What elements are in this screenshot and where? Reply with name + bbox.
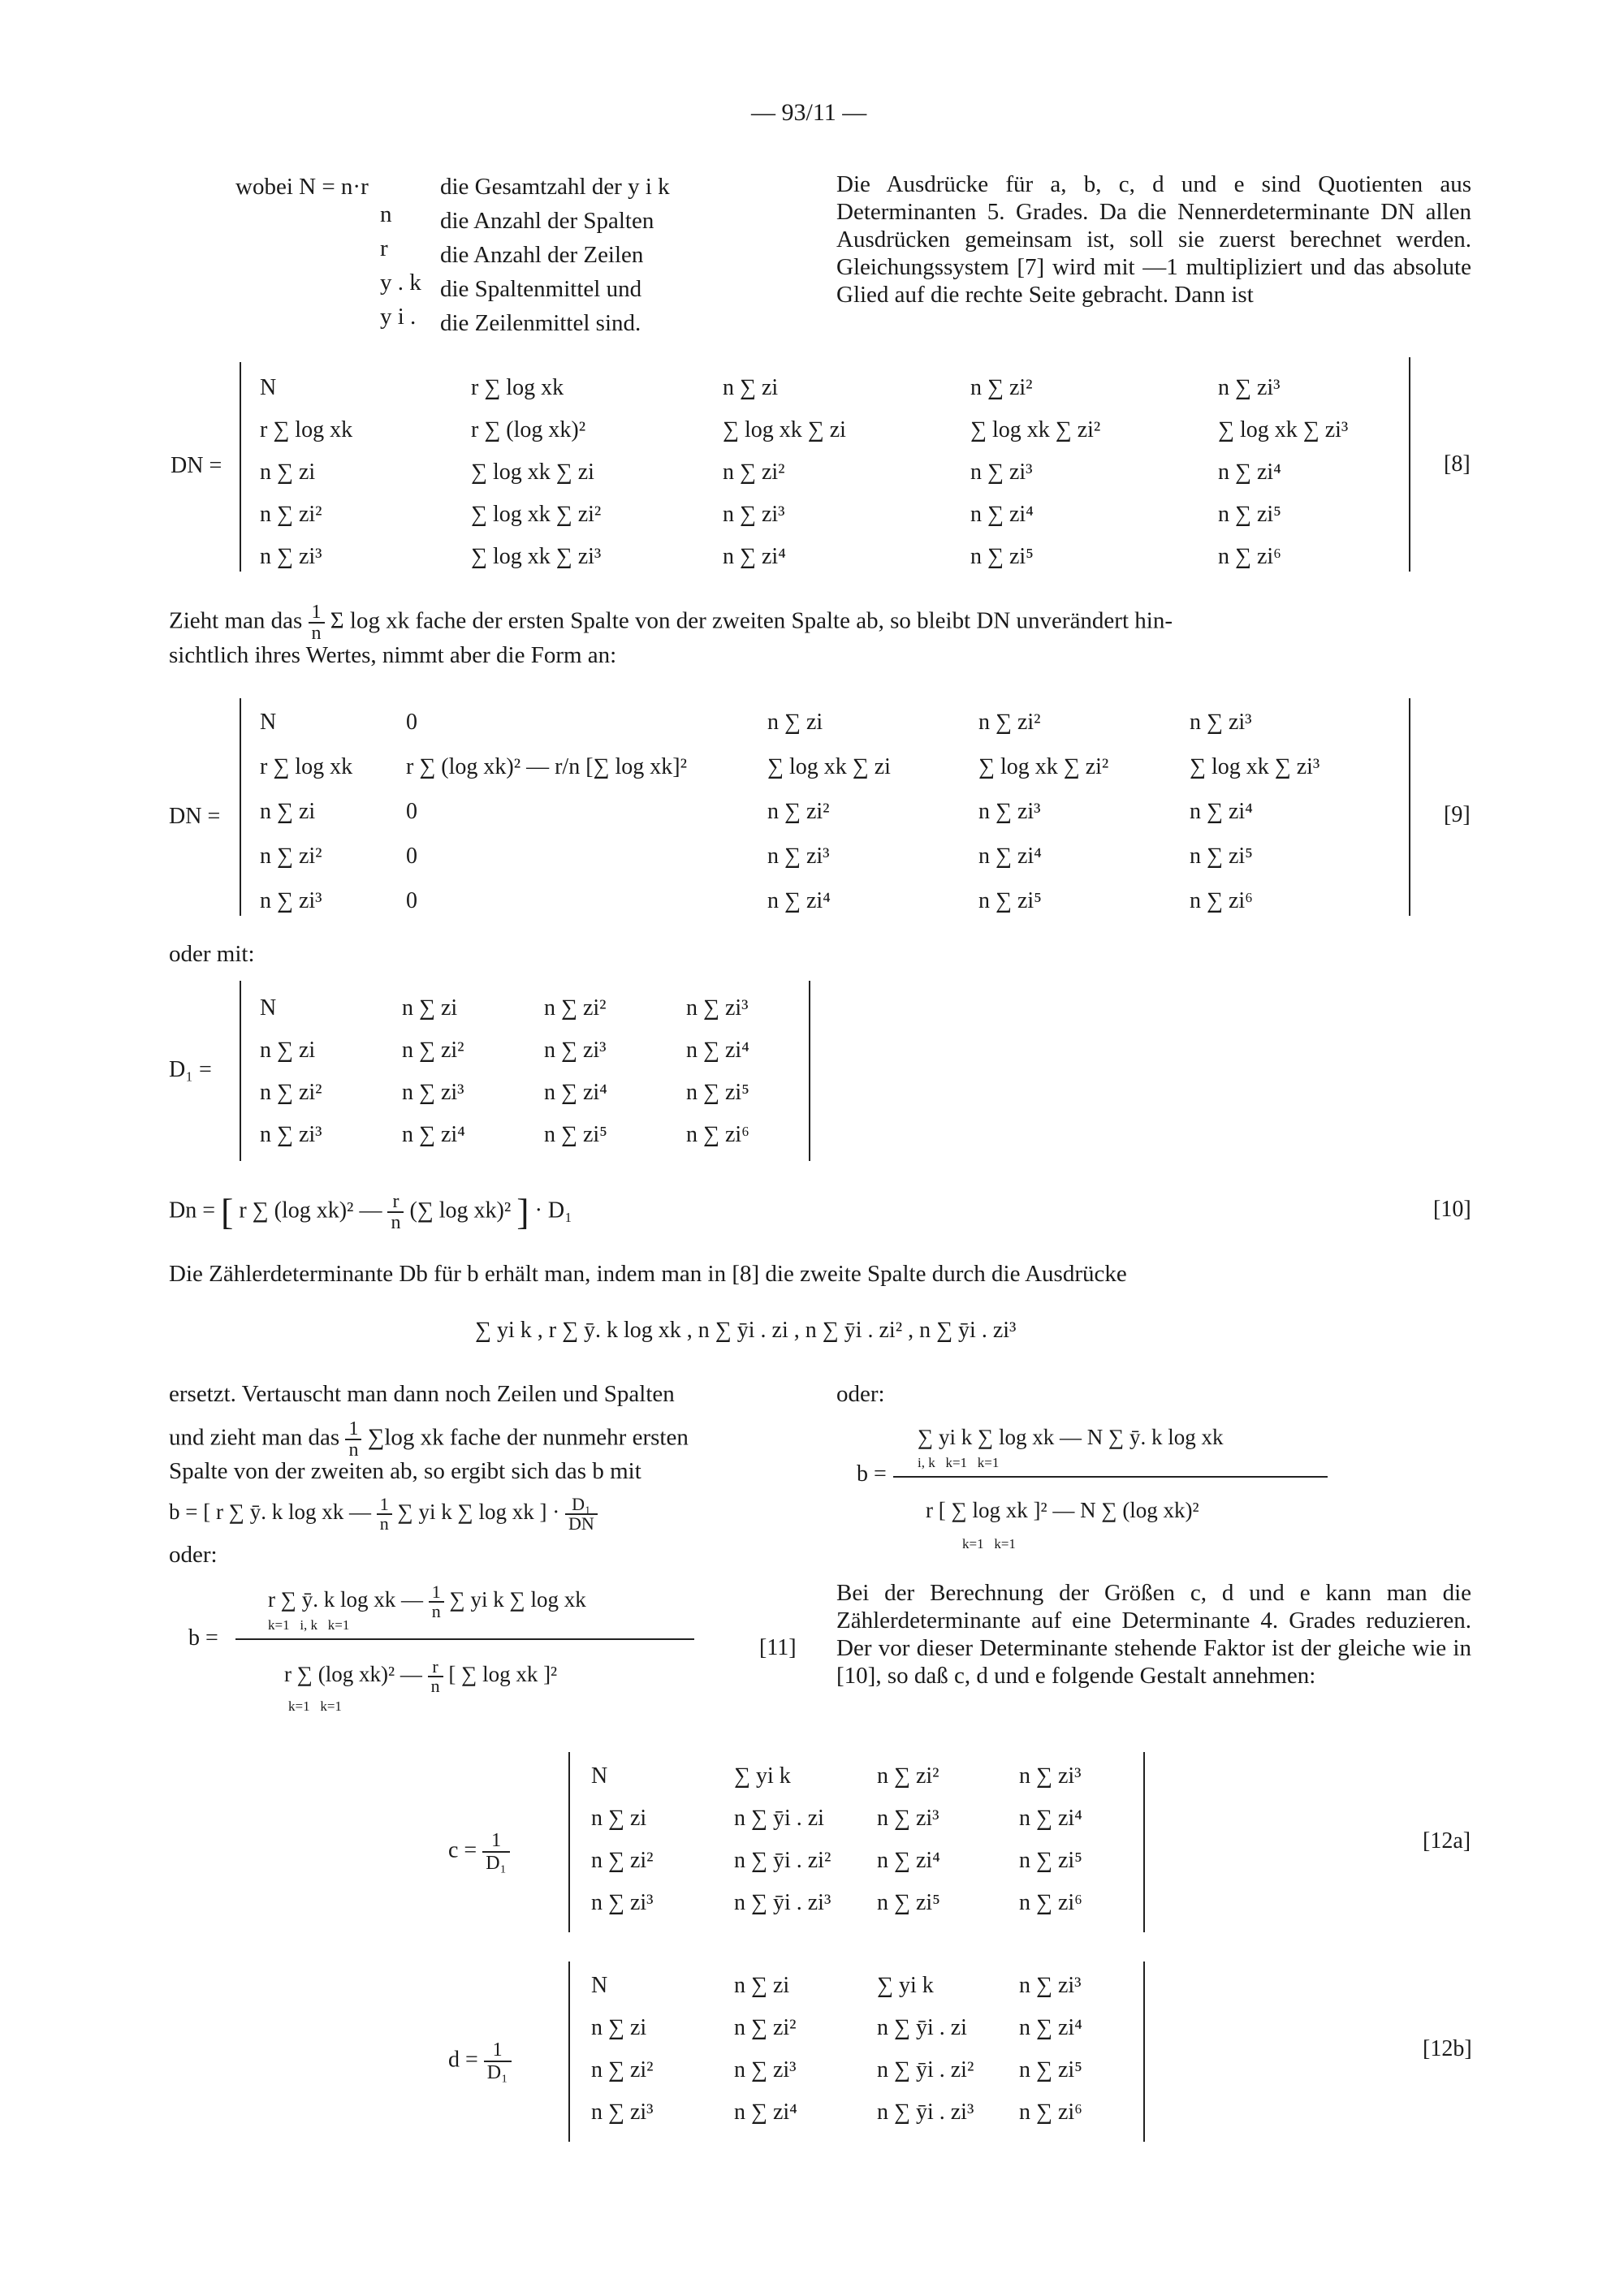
det8-left-bar <box>240 362 241 572</box>
eq10-bracket-close: ] <box>516 1191 529 1232</box>
eq12a-matrix-cell: n ∑ zi⁶ <box>1019 1890 1082 1915</box>
det9-number: [9] <box>1444 802 1471 827</box>
para2-fraction <box>309 602 325 643</box>
d1-matrix-cell: n ∑ zi³ <box>686 995 749 1021</box>
eq12b-lhs <box>448 2039 512 2083</box>
eq11-num-a: r ∑ ȳ. k log xk — <box>268 1587 423 1612</box>
d1-matrix-cell: n ∑ zi⁴ <box>544 1080 607 1105</box>
det8-matrix-cell: r ∑ log xk <box>260 417 353 442</box>
det8-matrix-cell: n ∑ zi³ <box>260 544 322 569</box>
det8-matrix-cell: ∑ log xk ∑ zi² <box>970 417 1101 442</box>
eq12a-matrix-cell: n ∑ zi³ <box>877 1806 939 1831</box>
para2-frac-num: 1 <box>309 602 325 624</box>
eq11-den-b: [ ∑ log xk ]² <box>448 1662 558 1687</box>
eq12a-lhs <box>448 1830 510 1874</box>
para3: Die Zählerdeterminante Db für b erhält man, indem man in [8] die zweite Spalte durch die Ausdrücke <box>169 1261 1127 1287</box>
b-eq-text-b: ∑ yi k ∑ log xk ] · <box>397 1500 560 1525</box>
eq12a-right-bar <box>1143 1752 1145 1932</box>
eq12a-matrix-cell: n ∑ ȳi . zi² <box>734 1848 831 1873</box>
det8-matrix-cell: n ∑ zi² <box>260 502 322 527</box>
eq12a-fraction <box>482 1830 510 1874</box>
det8-matrix-cell: n ∑ zi⁴ <box>1218 460 1281 485</box>
eq10-frac-den: n <box>391 1212 401 1233</box>
det8-matrix-cell: n ∑ zi³ <box>723 502 785 527</box>
eq12a-left-bar <box>568 1752 570 1932</box>
eq11-num-b: ∑ yi k ∑ log xk <box>449 1587 586 1612</box>
det8-right-bar <box>1409 357 1410 572</box>
eq11-numerator <box>268 1583 586 1621</box>
d1-matrix-cell: n ∑ zi³ <box>544 1038 607 1063</box>
eq12b-number: [12b] <box>1423 2036 1472 2061</box>
definition-symbol: r <box>380 235 388 261</box>
det9-matrix-cell: n ∑ zi³ <box>978 799 1041 824</box>
d1-left-bar <box>240 981 241 1161</box>
b-equation <box>169 1495 598 1533</box>
eq10-term-c: · D₁ <box>534 1198 572 1224</box>
det9-matrix-cell: n ∑ zi⁴ <box>1190 799 1253 824</box>
eq12b-matrix-cell: n ∑ ȳi . zi² <box>877 2057 974 2082</box>
eq11-den-frac-den: n <box>430 1676 440 1696</box>
eq12b-right-bar <box>1143 1962 1145 2142</box>
d1-matrix-cell: n ∑ zi⁵ <box>686 1080 749 1105</box>
eq10-term-b: (∑ log xk)² <box>409 1198 512 1224</box>
det9-matrix-cell: ∑ log xk ∑ zi³ <box>1190 754 1320 779</box>
det8-matrix-cell: n ∑ zi⁵ <box>970 544 1034 569</box>
det9-right-bar <box>1409 698 1410 916</box>
eq12b-matrix-cell: n ∑ zi³ <box>1019 1973 1082 1998</box>
eq12b-matrix-cell: n ∑ zi² <box>734 2015 797 2040</box>
eq11-den-limits: k=1 k=1 <box>288 1698 342 1714</box>
d1-matrix-cell: n ∑ zi⁶ <box>686 1122 749 1147</box>
d1-matrix-cell: n ∑ zi⁵ <box>544 1122 607 1147</box>
eq11-denominator <box>284 1658 557 1695</box>
eq12a-matrix-cell: n ∑ zi⁴ <box>877 1848 940 1873</box>
d1-matrix-cell: n ∑ zi <box>260 1038 316 1063</box>
para2-line1 <box>169 602 1476 643</box>
d1-matrix-cell: n ∑ zi² <box>260 1080 322 1105</box>
eq10 <box>169 1192 572 1232</box>
eq12b-fraction <box>484 2039 512 2083</box>
eq11-number: [11] <box>759 1635 797 1660</box>
det9-matrix-cell: n ∑ zi⁴ <box>978 844 1042 869</box>
det9-matrix-cell: n ∑ zi² <box>767 799 830 824</box>
d1-matrix-cell: N <box>260 995 277 1021</box>
det9-matrix-cell: n ∑ zi⁵ <box>978 888 1042 913</box>
b-eq-frac-num: 1 <box>377 1495 392 1515</box>
definition-symbol: n <box>380 201 392 227</box>
eq11-fraction-bar <box>235 1638 694 1640</box>
para4-fraction <box>345 1419 361 1460</box>
eq12a-matrix-cell: N <box>591 1763 608 1789</box>
para4-text-b: ∑log xk fache der nunmehr ersten <box>367 1424 689 1451</box>
para4-oder: oder: <box>169 1542 218 1568</box>
det9-matrix-cell: ∑ log xk ∑ zi <box>767 754 891 779</box>
d1-matrix-cell: n ∑ zi⁴ <box>402 1122 465 1147</box>
eq10-fraction <box>387 1192 404 1232</box>
det9-matrix-cell: r ∑ (log xk)² — r/n [∑ log xk]² <box>406 754 687 779</box>
eq12a-frac-num: 1 <box>482 1830 510 1853</box>
eq12a-matrix-cell: n ∑ zi² <box>591 1848 654 1873</box>
d1-matrix-cell: n ∑ zi² <box>402 1038 464 1063</box>
b-eq-fraction <box>377 1495 392 1533</box>
eq12b-left-bar <box>568 1962 570 2142</box>
page-number: — 93/11 — <box>751 99 867 126</box>
d1-matrix-cell: n ∑ zi² <box>544 995 607 1021</box>
eq12b-matrix-cell: n ∑ zi³ <box>591 2100 654 2125</box>
right-oder: oder: <box>836 1381 885 1407</box>
det9-matrix-cell: N <box>260 710 277 735</box>
det9-matrix-cell: 0 <box>406 799 417 824</box>
definition-description: die Anzahl der Spalten <box>440 208 654 234</box>
eq12b-matrix-cell: n ∑ ȳi . zi³ <box>877 2100 974 2125</box>
eq10-frac-num: r <box>387 1192 404 1213</box>
right-b-denominator: r [ ∑ log xk ]² — N ∑ (log xk)² <box>926 1498 1199 1522</box>
det9-matrix-cell: n ∑ zi⁴ <box>767 888 831 913</box>
det8-matrix-cell: n ∑ zi² <box>970 375 1033 400</box>
det8-matrix-cell: n ∑ zi⁴ <box>723 544 786 569</box>
eq10-number: [10] <box>1433 1197 1471 1222</box>
eq10-term-a: r ∑ (log xk)² — <box>239 1198 382 1224</box>
eq11-num-frac-den: n <box>431 1601 441 1621</box>
det8-number: [8] <box>1444 451 1471 477</box>
b-eq-d-fraction <box>565 1495 598 1533</box>
det9-matrix-cell: n ∑ zi² <box>978 710 1041 735</box>
eq11-den-a: r ∑ (log xk)² — <box>284 1662 422 1687</box>
det9-matrix-cell: n ∑ zi⁵ <box>1190 844 1253 869</box>
para4-line2 <box>169 1419 689 1460</box>
det9-matrix-cell: 0 <box>406 710 417 735</box>
para4-frac-num: 1 <box>345 1419 361 1440</box>
eq12a-matrix-cell: n ∑ zi² <box>877 1763 939 1789</box>
eq12a-number: [12a] <box>1423 1828 1471 1854</box>
eq12b-matrix-cell: n ∑ zi <box>734 1973 790 1998</box>
det8-matrix-cell: ∑ log xk ∑ zi³ <box>1218 417 1349 442</box>
det8-matrix-cell: n ∑ zi² <box>723 460 785 485</box>
eq12b-frac-num: 1 <box>484 2039 512 2062</box>
eq11-num-frac-num: 1 <box>429 1583 444 1603</box>
right-b-fraction-bar <box>893 1476 1328 1478</box>
para4-text-a: und zieht man das <box>169 1424 340 1451</box>
para2-frac-den: n <box>311 623 322 644</box>
eq12a-matrix-cell: n ∑ zi³ <box>1019 1763 1082 1789</box>
d1-right-bar <box>809 981 810 1161</box>
det8-matrix-cell: n ∑ zi⁶ <box>1218 544 1281 569</box>
det8-label: DN = <box>171 453 222 478</box>
eq12b-matrix-cell: n ∑ zi⁵ <box>1019 2057 1082 2082</box>
definition-description: die Zeilenmittel sind. <box>440 310 641 336</box>
det9-matrix-cell: n ∑ zi³ <box>767 844 830 869</box>
eq12a-frac-den: D₁ <box>486 1853 507 1874</box>
det8-matrix-cell: ∑ log xk ∑ zi <box>471 460 594 485</box>
det8-matrix-cell: r ∑ log xk <box>471 375 564 400</box>
definition-descriptions <box>440 173 670 343</box>
definition-symbol: y i . <box>380 304 417 330</box>
det9-matrix-cell: n ∑ zi³ <box>1190 710 1252 735</box>
para5: Bei der Berechnung der Größen c, d und e kann man die Zählerdeterminante auf eine Determinante 4. Grades reduzieren. Der vor dieser Determinante stehende Faktor ist der gleiche wie in [10], so daß c, d und e folgende Gestalt annehmen: <box>836 1580 1471 1689</box>
para2-line2: sichtlich ihres Wertes, nimmt aber die Form an: <box>169 642 617 668</box>
para2-text-b: Σ log xk fache der ersten Spalte von der zweiten Spalte ab, so bleibt DN unverändert hin- <box>330 607 1173 634</box>
eq11-num-fraction <box>429 1583 444 1621</box>
eq12a-lhs-text: c = <box>448 1837 477 1863</box>
eq12b-matrix-cell: ∑ yi k <box>877 1973 934 1998</box>
eq11-den-frac-num: r <box>428 1658 443 1677</box>
det9-matrix-cell: n ∑ zi <box>767 710 823 735</box>
eq12a-matrix-cell: n ∑ zi⁴ <box>1019 1806 1082 1831</box>
det8-matrix-cell: n ∑ zi <box>723 375 779 400</box>
eq12a-matrix-cell: n ∑ ȳi . zi <box>734 1806 824 1831</box>
right-b-den-limits: k=1 k=1 <box>962 1536 1016 1552</box>
d1-matrix-cell: n ∑ zi⁴ <box>686 1038 749 1063</box>
d1-matrix-cell: n ∑ zi³ <box>260 1122 322 1147</box>
eq10-lhs: Dn = <box>169 1198 216 1224</box>
definitions-lead: wobei N = n·r <box>235 174 369 200</box>
det8-matrix-cell: n ∑ zi³ <box>970 460 1033 485</box>
eq12b-matrix-cell: n ∑ zi³ <box>734 2057 797 2082</box>
det8-matrix-cell: n ∑ zi <box>260 460 316 485</box>
eq12a-matrix-cell: n ∑ ȳi . zi³ <box>734 1890 831 1915</box>
det9-matrix-cell: n ∑ zi³ <box>260 888 322 913</box>
eq12b-matrix-cell: n ∑ zi⁴ <box>734 2100 797 2125</box>
eq12b-matrix-cell: n ∑ zi² <box>591 2057 654 2082</box>
eq11-den-fraction <box>428 1658 443 1695</box>
eq11-num-limits: k=1 i, k k=1 <box>268 1617 350 1633</box>
det9-matrix-cell: n ∑ zi <box>260 799 316 824</box>
para4-line1: ersetzt. Vertauscht man dann noch Zeilen und Spalten <box>169 1381 675 1407</box>
eq12a-matrix-cell: n ∑ zi <box>591 1806 647 1831</box>
eq12b-matrix-cell: n ∑ zi⁶ <box>1019 2100 1082 2125</box>
det9-matrix-cell: 0 <box>406 844 417 869</box>
right-b-num-limits: i, k k=1 k=1 <box>918 1455 1000 1470</box>
eq12a-matrix-cell: n ∑ zi³ <box>591 1890 654 1915</box>
eq12b-frac-den: D₁ <box>486 2062 508 2083</box>
d1-matrix-cell: n ∑ zi <box>402 995 458 1021</box>
b-eq-d-den: DN <box>568 1513 594 1534</box>
eq12a-matrix-cell: n ∑ zi⁵ <box>1019 1848 1082 1873</box>
eq12b-matrix-cell: N <box>591 1973 608 1998</box>
det9-matrix-cell: ∑ log xk ∑ zi² <box>978 754 1109 779</box>
det8-matrix-cell: r ∑ (log xk)² <box>471 417 586 442</box>
eq12a-matrix-cell: ∑ yi k <box>734 1763 791 1789</box>
eq10-bracket-open: [ <box>221 1191 234 1232</box>
b-eq-text-a: b = [ r ∑ ȳ. k log xk — <box>169 1500 371 1525</box>
det8-matrix-cell: ∑ log xk ∑ zi³ <box>471 544 602 569</box>
d1-label: D₁ = <box>169 1057 212 1082</box>
definition-description: die Anzahl der Zeilen <box>440 242 644 268</box>
definition-description: die Gesamtzahl der y i k <box>440 174 670 200</box>
right-b-numerator: ∑ yi k ∑ log xk — N ∑ ȳ. k log xk <box>918 1425 1224 1449</box>
b-eq-d-num: D₁ <box>565 1495 598 1515</box>
det9-matrix-cell: 0 <box>406 888 417 913</box>
para4-frac-den: n <box>348 1439 359 1461</box>
eq12b-matrix-cell: n ∑ zi⁴ <box>1019 2015 1082 2040</box>
det8-matrix-cell: n ∑ zi⁴ <box>970 502 1034 527</box>
intro-paragraph: Die Ausdrücke für a, b, c, d und e sind Quotienten aus Determinanten 5. Grades. Da die Nennerdeterminante DN allen Ausdrücken gemeinsam ist, soll sie zuerst berechnet werden. Gleichungssystem [7] wird mit —1 multipliziert und das absolute Glied auf die rechte Seite gebracht. Dann ist <box>836 171 1471 308</box>
det8-matrix-cell: ∑ log xk ∑ zi² <box>471 502 602 527</box>
right-b-lhs: b = <box>857 1461 887 1487</box>
det9-matrix-cell: n ∑ zi⁶ <box>1190 888 1253 913</box>
det8-matrix-cell: ∑ log xk ∑ zi <box>723 417 846 442</box>
para2-text-a: Zieht man das <box>169 607 303 634</box>
eq12b-matrix-cell: n ∑ ȳi . zi <box>877 2015 967 2040</box>
eq12a-matrix-cell: n ∑ zi⁵ <box>877 1890 940 1915</box>
eq12b-matrix-cell: n ∑ zi <box>591 2015 647 2040</box>
d1-matrix-cell: n ∑ zi³ <box>402 1080 464 1105</box>
eq11-lhs: b = <box>188 1625 218 1651</box>
det8-matrix-cell: N <box>260 375 277 400</box>
expression-line: ∑ yi k , r ∑ ȳ. k log xk , n ∑ ȳi . zi , n ∑ ȳi . zi² , n ∑ ȳi . zi³ <box>475 1318 1017 1343</box>
oder-mit: oder mit: <box>169 941 255 967</box>
det8-matrix-cell: n ∑ zi³ <box>1218 375 1281 400</box>
definition-description: die Spaltenmittel und <box>440 276 642 302</box>
definition-symbol: y . k <box>380 270 421 296</box>
det9-matrix-cell: n ∑ zi² <box>260 844 322 869</box>
det9-label: DN = <box>169 804 221 829</box>
det9-left-bar <box>240 698 241 916</box>
det8-matrix-cell: n ∑ zi⁵ <box>1218 502 1281 527</box>
para4-line3: Spalte von der zweiten ab, so ergibt sich das b mit <box>169 1458 641 1484</box>
definition-symbols <box>380 201 421 337</box>
eq12b-lhs-text: d = <box>448 2047 478 2073</box>
b-eq-frac-den: n <box>379 1513 389 1534</box>
det9-matrix-cell: r ∑ log xk <box>260 754 353 779</box>
